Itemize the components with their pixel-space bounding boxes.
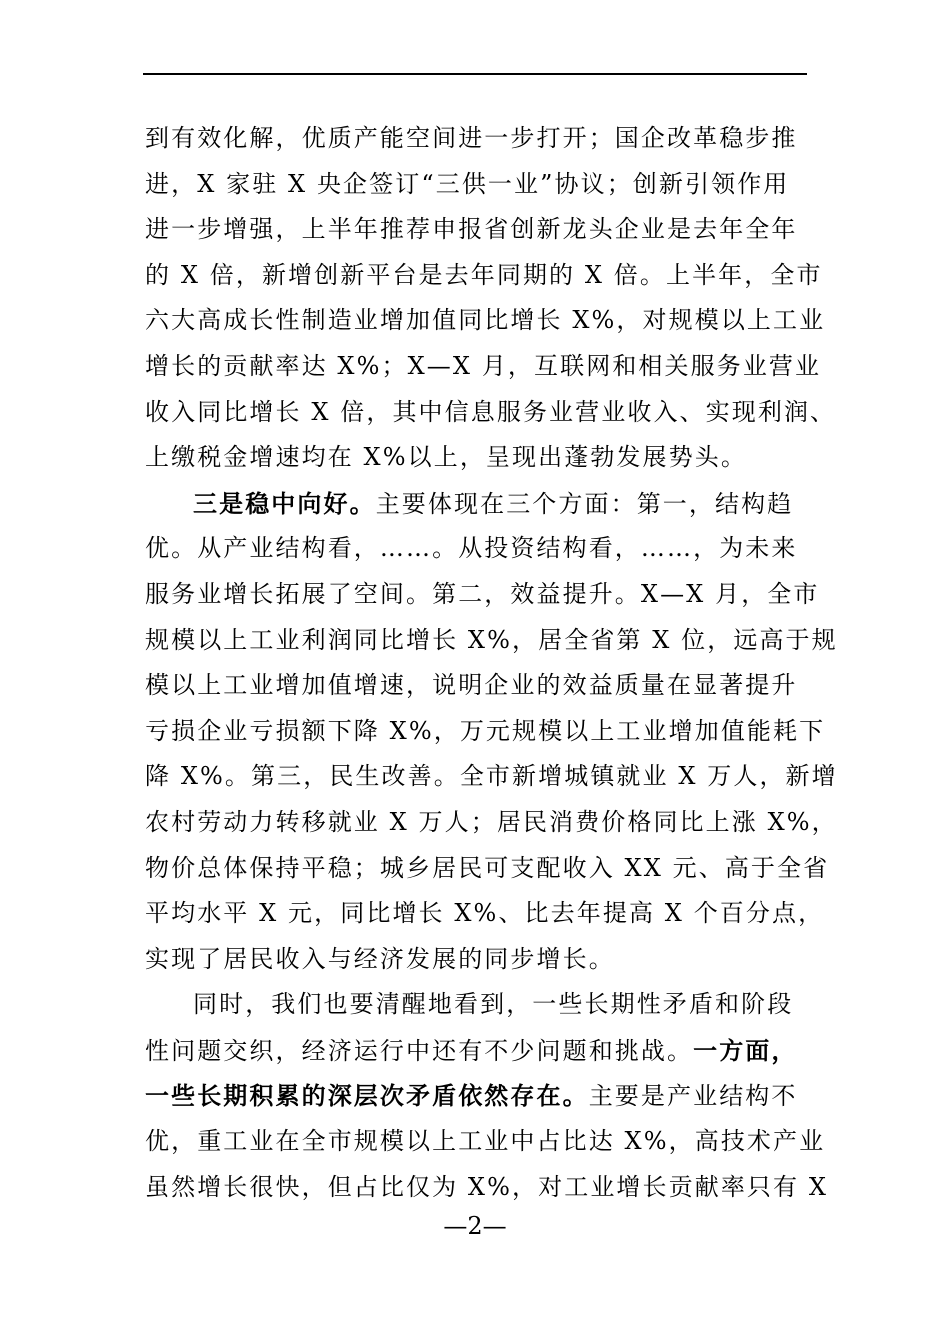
emphasis-text: 一方面， [693,1035,798,1065]
emphasis-text: 一些长期积累的深层次矛盾依然存在。 [145,1081,589,1111]
text-line: 进，X 家驻 X 央企签订“三供一业”协议；创新引领作用 [145,169,790,198]
text-line: 六大高成长性制造业增加值同比增长 X%，对规模以上工业 [145,306,826,335]
text-line: 进一步增强，上半年推荐申报省创新龙头企业是去年全年 [145,215,798,244]
header-rule [143,73,807,75]
text-line: 优。从产业结构看，……。从投资结构看，……，为未来 [145,534,798,563]
text-line: 同时，我们也要清醒地看到，一些长期性矛盾和阶段 [193,990,794,1019]
body-text [145,116,838,1210]
text-run: 主要是产业结构不 [588,1082,798,1111]
text-line: 模以上工业增加值增速，说明企业的效益质量在显著提升 [145,671,798,700]
text-run: 主要体现在三个方面：第一，结构趋 [375,489,794,518]
text-line [145,1028,809,1074]
text-line: 农村劳动力转移就业 X 万人；居民消费价格同比上涨 X%， [145,807,838,836]
paragraph-3 [145,982,829,1210]
text-line: 降 X%。第三，民生改善。全市新增城镇就业 X 万人，新增 [145,762,838,791]
section-heading: 三是稳中向好。 [193,488,376,518]
text-line: 上缴税金增速均在 X%以上，呈现出蓬勃发展势头。 [145,443,747,472]
text-line [145,1073,809,1119]
text-line: 服务业增长拓展了空间。第二，效益提升。X—X 月，全市 [145,579,820,608]
paragraph-1 [145,116,837,481]
text-line: 实现了居民收入与经济发展的同步增长。 [145,944,615,973]
text-line: 优，重工业在全市规模以上工业中占比达 X%，高技术产业 [145,1127,826,1156]
text-run: 性问题交织，经济运行中还有不少问题和挑战。 [145,1036,694,1065]
text-line: 平均水平 X 元，同比增长 X%、比去年提高 X 个百分点， [145,899,825,928]
text-line: 规模以上工业利润同比增长 X%，居全省第 X 位，远高于规 [145,625,838,654]
paragraph-2 [145,481,838,983]
page-number: —2— [443,1212,507,1240]
text-line: 虽然增长很快，但占比仅为 X%，对工业增长贡献率只有 X [145,1172,829,1201]
text-line: 物价总体保持平稳；城乡居民可支配收入 XX 元、高于全省 [145,853,830,882]
text-line: 亏损企业亏损额下降 X%，万元规模以上工业增加值能耗下 [145,716,826,745]
text-line [145,481,809,527]
text-line: 增长的贡献率达 X%；X—X 月，互联网和相关服务业营业 [145,351,822,380]
text-line: 收入同比增长 X 倍，其中信息服务业营业收入、实现利润、 [145,397,837,426]
text-line: 到有效化解，优质产能空间进一步打开；国企改革稳步推 [145,124,798,152]
text-line: 的 X 倍，新增创新平台是去年同期的 X 倍。上半年，全市 [145,260,823,289]
